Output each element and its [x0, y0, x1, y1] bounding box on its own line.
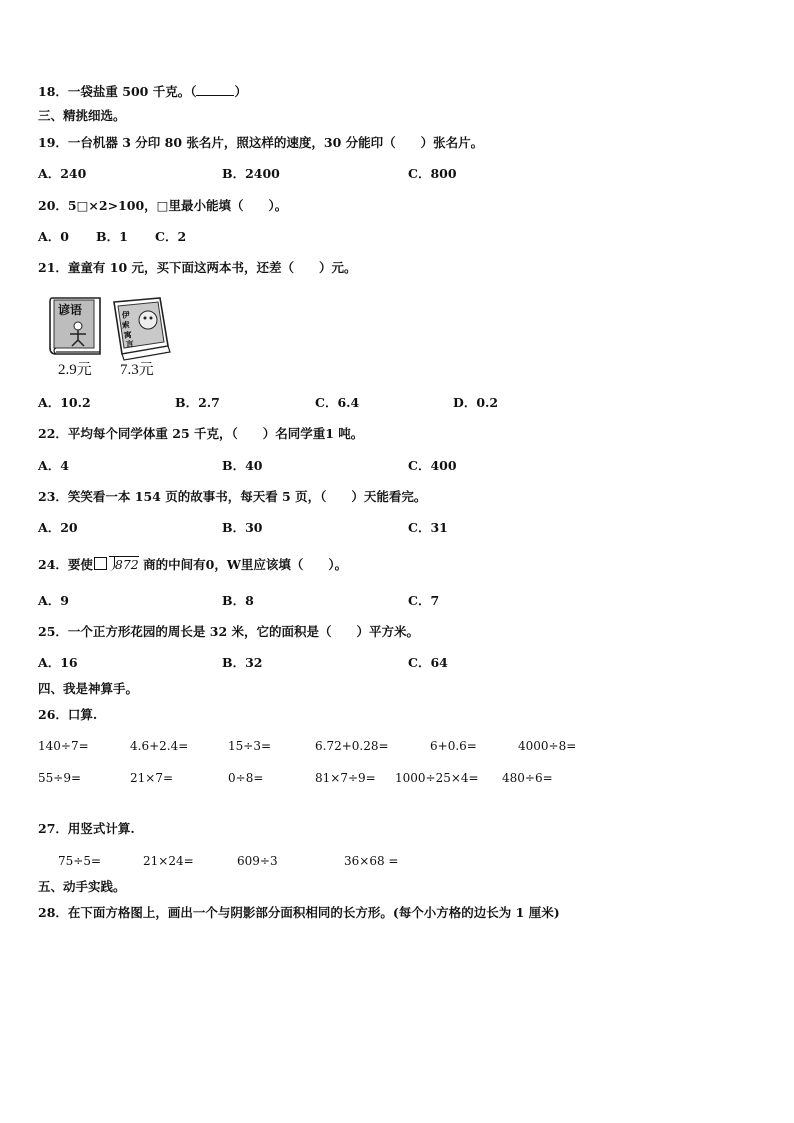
calc-item: 4000÷8= [518, 739, 577, 753]
calc-item: 6+0.6= [430, 739, 477, 753]
q25-option-c[interactable]: C．64 [408, 655, 448, 670]
book-aesop [114, 298, 170, 360]
vertical-calc-item: 609÷3 [237, 854, 278, 868]
svg-text:伊: 伊 [121, 310, 131, 320]
vertical-calc-item: 36×68 = [344, 854, 399, 868]
question-19: 19．一台机器 3 分印 80 张名片，照这样的速度，30 分能印（ ）张名片。 [38, 135, 484, 150]
question-28: 28．在下面方格图上，画出一个与阴影部分面积相同的长方形。(每个小方格的边长为 1 厘米) [38, 905, 560, 920]
calc-item: 55÷9= [38, 771, 82, 785]
question-21: 21．童童有 10 元，买下面这两本书，还差（ ）元。 [38, 260, 357, 275]
q24-option-a[interactable]: A．9 [38, 593, 69, 608]
books-illustration [48, 296, 178, 380]
q19-option-b[interactable]: B．2400 [222, 166, 280, 181]
calc-item: 480÷6= [502, 771, 553, 785]
question-18: 18．一袋盐重 500 千克。（ ） [38, 84, 247, 99]
q21-option-c[interactable]: C．6.4 [315, 395, 360, 410]
vertical-calc-item: 75÷5= [58, 854, 102, 868]
answer-blank[interactable] [196, 83, 234, 96]
q25-option-a[interactable]: A．16 [38, 655, 78, 670]
q19-option-a[interactable]: A．240 [38, 166, 87, 181]
q20-option-a[interactable]: A．0 [38, 229, 69, 244]
q21-option-d[interactable]: D．0.2 [453, 395, 499, 410]
vertical-calc-item: 21×24= [143, 854, 194, 868]
calc-item: 0÷8= [228, 771, 264, 785]
question-22: 22．平均每个同学体重 25 千克，（ ）名同学重1 吨。 [38, 426, 364, 441]
q24-option-c[interactable]: C．7 [408, 593, 440, 608]
long-division-bracket [109, 556, 139, 573]
q22-option-c[interactable]: C．400 [408, 458, 457, 473]
q21-option-b[interactable]: B．2.7 [175, 395, 220, 410]
divisor-box[interactable] [94, 557, 107, 570]
section-3-heading: 三、精挑细选。 [38, 108, 126, 123]
svg-text:谚语: 谚语 [58, 303, 83, 317]
svg-text:言: 言 [125, 339, 135, 349]
calc-item: 15÷3= [228, 739, 272, 753]
book-proverbs [50, 298, 100, 354]
question-20: 20．5□×2>100，□里最小能填（ ）。 [38, 198, 288, 213]
calc-item: 81×7÷9= [315, 771, 376, 785]
book2-price: 7.3元 [120, 362, 154, 378]
q25-option-b[interactable]: B．32 [222, 655, 263, 670]
book1-price: 2.9元 [58, 362, 92, 378]
svg-text:寓: 寓 [123, 330, 133, 340]
question-26: 26．口算. [38, 707, 98, 722]
q19-option-c[interactable]: C．800 [408, 166, 457, 181]
calc-item: 21×7= [130, 771, 174, 785]
section-5-heading: 五、动手实践。 [38, 879, 126, 894]
q18-text: 18．一袋盐重 500 千克。（ [38, 84, 197, 99]
question-27: 27．用竖式计算. [38, 821, 135, 836]
calc-item: 6.72+0.28= [315, 739, 389, 753]
q21-option-a[interactable]: A．10.2 [38, 395, 91, 410]
q20-option-b[interactable]: B．1 [96, 229, 128, 244]
q20-option-c[interactable]: C．2 [155, 229, 187, 244]
q24-option-b[interactable]: B．8 [222, 593, 254, 608]
question-23: 23．笑笑看一本 154 页的故事书，每天看 5 页，（ ）天能看完。 [38, 489, 427, 504]
dividend: 872 [114, 557, 139, 572]
q23-option-b[interactable]: B．30 [222, 520, 263, 535]
question-25: 25．一个正方形花园的周长是 32 米，它的面积是（ ）平方米。 [38, 624, 419, 639]
calc-item: 1000÷25×4= [395, 771, 479, 785]
q22-option-a[interactable]: A．4 [38, 458, 69, 473]
q22-option-b[interactable]: B．40 [222, 458, 263, 473]
q23-option-a[interactable]: A．20 [38, 520, 78, 535]
calc-item: 4.6+2.4= [130, 739, 189, 753]
books-svg [48, 296, 178, 362]
question-24: 24．要使 872 商的中间有0，W里应该填（ ）。 [38, 557, 348, 572]
calc-item: 140÷7= [38, 739, 89, 753]
q23-option-c[interactable]: C．31 [408, 520, 448, 535]
section-4-heading: 四、我是神算手。 [38, 681, 139, 696]
svg-text:索: 索 [121, 320, 131, 330]
